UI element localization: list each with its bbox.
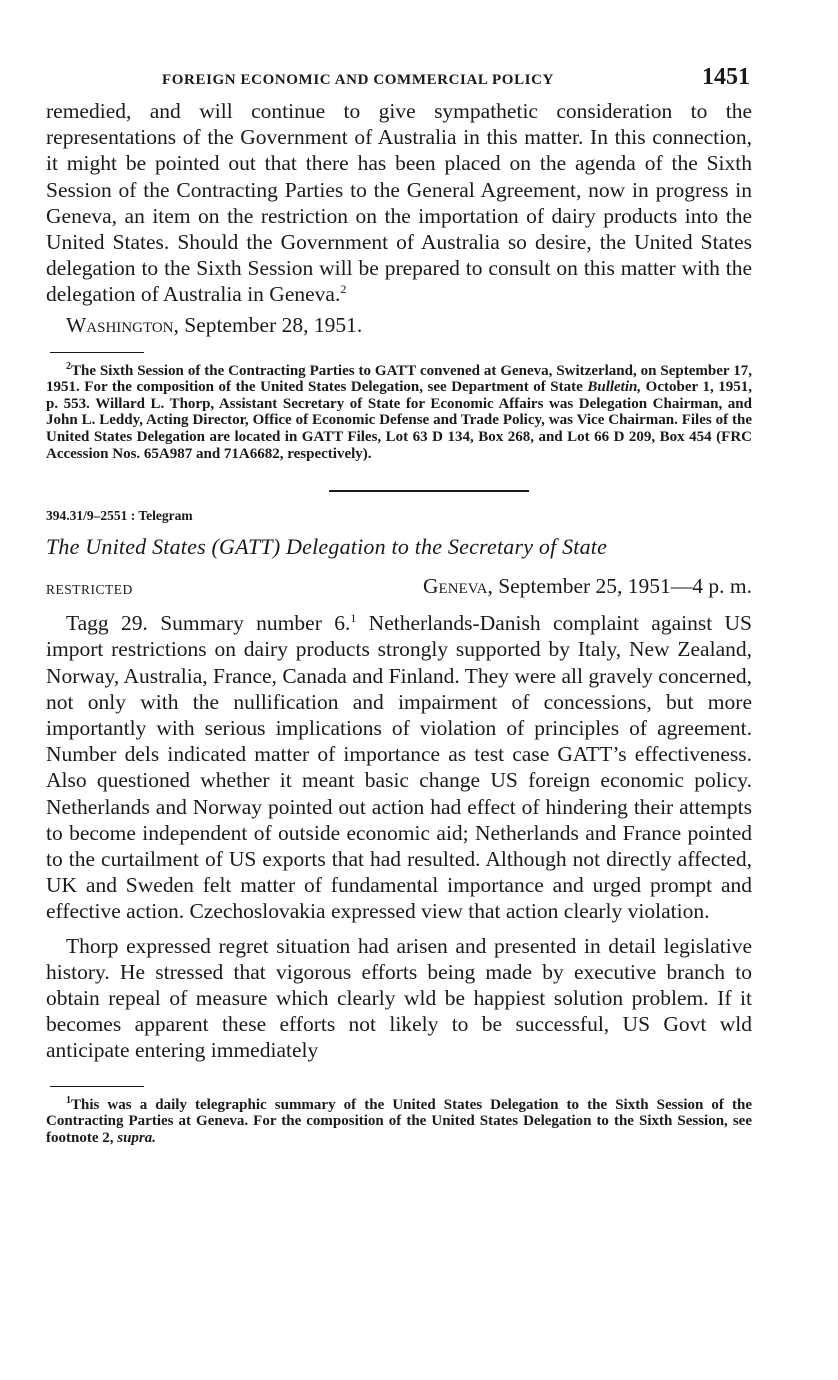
footnote-rule-top xyxy=(50,352,144,353)
dateline-geneva xyxy=(423,574,752,599)
document-page xyxy=(46,64,752,1146)
running-head xyxy=(46,64,752,98)
footnote-ref-2: 2 xyxy=(340,282,347,297)
footnote-2-italic: Bulletin, xyxy=(587,379,642,396)
dateline-place: Washington, xyxy=(66,312,179,337)
footnote-1-italic: supra. xyxy=(117,1129,157,1146)
dateline-geneva-date: September 25, 1951—4 p. m. xyxy=(492,574,752,599)
classification-row xyxy=(46,574,752,604)
footnote-1 xyxy=(46,1094,752,1147)
telegram-para-1-start: Tagg 29. Summary number 6. xyxy=(66,611,351,636)
continuation-text: remedied, and will continue to give sympathetic consideration to the representations of the Government of Australia in this matter. In this connection, it might be pointed out that there has been placed on the agenda of the Sixth Session of the Contracting Parties to the General Agreement, now in progress in Geneva, an item on the restriction on the importation of dairy products into the United States. Should the Government of Australia so desire, the United States delegation to the Sixth Session will be prepared to consult on this matter with the delegation of Australia in Geneva. xyxy=(46,99,752,307)
footnote-1-mark: 1 xyxy=(66,1094,71,1106)
continuation-paragraph xyxy=(46,98,752,308)
footnote-2-text-a: The Sixth Session of the Contracting Parties to GATT convened at Geneva, Switzerland, on September 17, 1951. For the composition of the United States Delegation, see Department of State xyxy=(46,362,752,396)
file-reference: 394.31/9–2551 : Telegram xyxy=(46,508,193,524)
classification-label: RESTRICTED xyxy=(46,582,133,598)
section-divider xyxy=(329,490,529,492)
telegram-paragraph-1 xyxy=(46,610,752,924)
dateline-geneva-place: Geneva, xyxy=(423,574,493,599)
telegram-para-1-rest: Netherlands-Danish complaint against US import restrictions on dairy products strongly supported by Italy, New Zealand, Norway, Australia, France, Canada and Finland. They were all gravely concerned, not only with the nullification and impairment of concessions, but more importantly with serious implications of violation of principles of agreement. Number dels indicated matter of importance as test case GATT’s effectiveness. Also questioned whether it meant basic change US foreign economic policy. Netherlands and Norway pointed out action had effect of hindering their attempts to become independent of outside economic aid; Netherlands and France pointed to the curtailment of US exports that had resulted. Although not directly affected, UK and Sweden felt matter of fundamental importance and urged prompt and effective action. Czechoslovakia expressed view that action clearly violation. xyxy=(46,611,752,924)
footnote-ref-1: 1 xyxy=(350,611,357,626)
dateline-washington xyxy=(66,312,752,338)
footnote-rule-bottom xyxy=(50,1086,144,1087)
document-title: The United States (GATT) Delegation to the Secretary of State xyxy=(46,534,608,560)
footnote-2 xyxy=(46,360,752,463)
dateline-date: September 28, 1951. xyxy=(178,312,363,337)
footnote-2-text-b: October 1, 1951, p. 553. Willard L. Thorp, Assistant Secretary of State for Economic Affairs was Delegation Chairman, and John L. Leddy, Acting Director, Office of Economic Defense and Trade Policy, was Vice Chairman. Files of the United States Delegation are located in GATT Files, Lot 63 D 134, Box 268, and Lot 66 D 209, Box 454 (FRC Accession Nos. 65A987 and 71A6682, respectively). xyxy=(46,379,752,462)
footnote-2-mark: 2 xyxy=(66,360,71,372)
running-title: FOREIGN ECONOMIC AND COMMERCIAL POLICY xyxy=(162,72,554,88)
telegram-paragraph-2: Thorp expressed regret situation had arisen and presented in detail legislative history. He stressed that vigorous efforts being made by executive branch to obtain repeal of measure which clearly wld be happiest solution problem. If it becomes apparent these efforts not likely to be successful, US Govt wld anticipate entering immediately xyxy=(46,933,752,1063)
page-number: 1451 xyxy=(702,64,750,90)
footnote-1-text: This was a daily telegraphic summary of the United States Delegation to the Sixth Session of the Contracting Parties at Geneva. For the composition of the United States Delegation to the Sixth Session, see footnote 2, xyxy=(46,1096,752,1146)
